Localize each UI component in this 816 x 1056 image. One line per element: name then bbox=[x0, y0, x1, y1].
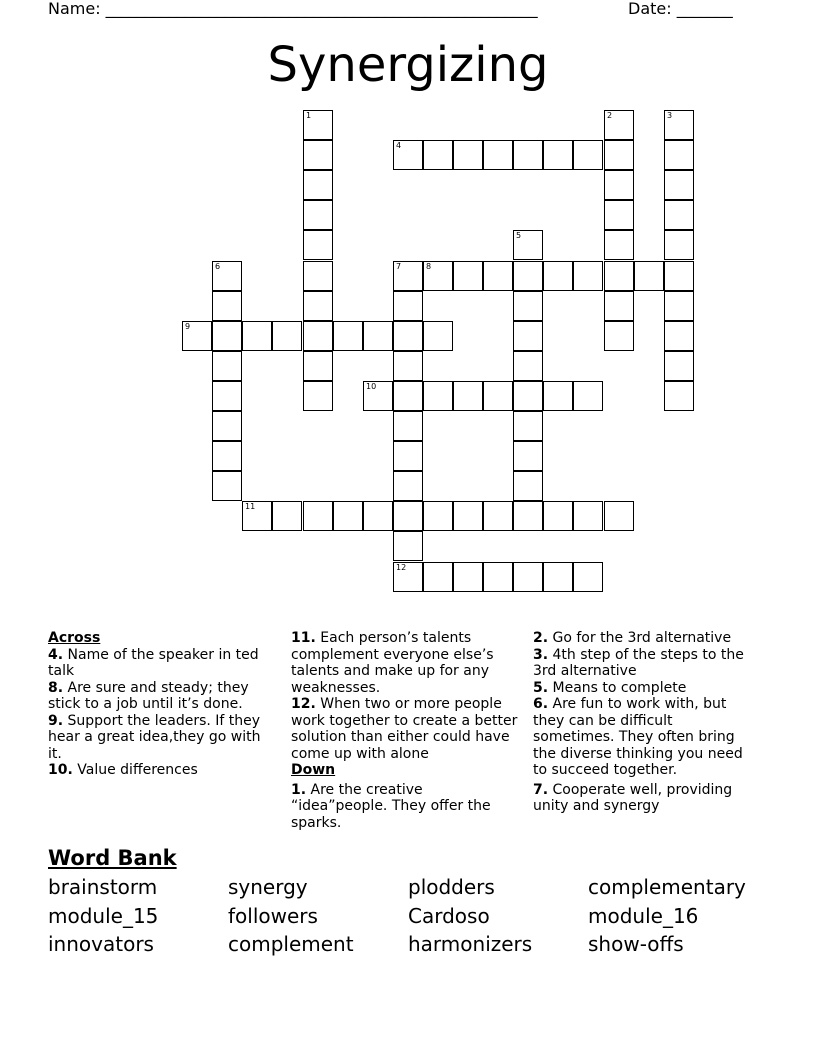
clue-down-5: 5. Means to complete bbox=[533, 679, 687, 696]
crossword-cell[interactable] bbox=[573, 140, 603, 170]
crossword-cell[interactable] bbox=[242, 321, 272, 351]
clue-number: 1 bbox=[306, 111, 312, 120]
crossword-cell[interactable] bbox=[333, 321, 363, 351]
crossword-cell[interactable] bbox=[483, 261, 513, 291]
word-bank-item: brainstorm bbox=[48, 875, 158, 899]
crossword-cell[interactable] bbox=[423, 261, 453, 291]
crossword-cell[interactable] bbox=[513, 140, 543, 170]
crossword-cell[interactable] bbox=[604, 110, 634, 140]
crossword-cell[interactable] bbox=[573, 501, 603, 531]
crossword-cell[interactable] bbox=[242, 501, 272, 531]
crossword-cell[interactable] bbox=[333, 501, 363, 531]
clue-across-4: 4. Name of the speaker in ted talk bbox=[48, 646, 259, 679]
crossword-cell[interactable] bbox=[604, 261, 634, 291]
crossword-cell[interactable] bbox=[393, 291, 423, 321]
crossword-cell[interactable] bbox=[303, 140, 333, 170]
crossword-cell[interactable] bbox=[393, 411, 423, 441]
clue-across-9: 9. Support the leaders. If they hear a great idea,they go with it. bbox=[48, 712, 261, 762]
crossword-cell[interactable] bbox=[393, 531, 423, 561]
crossword-cell[interactable] bbox=[303, 501, 333, 531]
crossword-cell[interactable] bbox=[393, 351, 423, 381]
clue-number: 6 bbox=[215, 262, 221, 271]
crossword-cell[interactable] bbox=[573, 261, 603, 291]
crossword-cell[interactable] bbox=[423, 381, 453, 411]
word-bank-item: complement bbox=[228, 932, 354, 956]
crossword-cell[interactable] bbox=[212, 351, 242, 381]
crossword-cell[interactable] bbox=[543, 140, 573, 170]
crossword-cell[interactable] bbox=[543, 562, 573, 592]
crossword-cell[interactable] bbox=[423, 140, 453, 170]
clue-column-3 bbox=[533, 630, 758, 815]
word-bank bbox=[48, 873, 768, 959]
crossword-cell[interactable] bbox=[664, 110, 694, 140]
crossword-cell[interactable] bbox=[363, 321, 393, 351]
crossword-cell[interactable] bbox=[513, 381, 543, 411]
crossword-cell[interactable] bbox=[543, 501, 573, 531]
crossword-cell[interactable] bbox=[453, 381, 483, 411]
clue-number: 4 bbox=[396, 141, 402, 150]
crossword-cell[interactable] bbox=[212, 471, 242, 501]
crossword-cell[interactable] bbox=[393, 140, 423, 170]
clue-number: 8 bbox=[426, 262, 432, 271]
crossword-cell[interactable] bbox=[634, 261, 664, 291]
crossword-cell[interactable] bbox=[363, 381, 393, 411]
crossword-cell[interactable] bbox=[513, 441, 543, 471]
word-bank-item: innovators bbox=[48, 932, 154, 956]
crossword-cell[interactable] bbox=[303, 351, 333, 381]
crossword-cell[interactable] bbox=[212, 261, 242, 291]
crossword-cell[interactable] bbox=[573, 562, 603, 592]
crossword-cell[interactable] bbox=[513, 562, 543, 592]
crossword-cell[interactable] bbox=[483, 381, 513, 411]
crossword-cell[interactable] bbox=[303, 381, 333, 411]
clue-down-6: 6. Are fun to work with, but they can be difficult sometimes. They often bring the diverse thinking you need to succeed together. bbox=[533, 696, 743, 778]
crossword-cell[interactable] bbox=[212, 381, 242, 411]
crossword-cell[interactable] bbox=[212, 411, 242, 441]
crossword-cell[interactable] bbox=[393, 441, 423, 471]
crossword-cell[interactable] bbox=[453, 562, 483, 592]
crossword-cell[interactable] bbox=[453, 261, 483, 291]
crossword-cell[interactable] bbox=[513, 291, 543, 321]
across-heading: Across bbox=[48, 630, 101, 646]
crossword-cell[interactable] bbox=[483, 140, 513, 170]
clue-number: 3 bbox=[667, 111, 673, 120]
crossword-cell[interactable] bbox=[573, 381, 603, 411]
clue-column-2 bbox=[291, 630, 523, 831]
crossword-cell[interactable] bbox=[664, 140, 694, 170]
word-bank-item: complementary bbox=[588, 875, 746, 899]
crossword-cell[interactable] bbox=[393, 501, 423, 531]
down-heading: Down bbox=[291, 762, 336, 778]
crossword-cell[interactable] bbox=[513, 230, 543, 260]
clue-number: 11 bbox=[245, 502, 256, 511]
crossword-cell[interactable] bbox=[513, 501, 543, 531]
clue-column-1 bbox=[48, 630, 278, 779]
crossword-cell[interactable] bbox=[393, 471, 423, 501]
crossword-cell[interactable] bbox=[212, 291, 242, 321]
crossword-cell[interactable] bbox=[363, 501, 393, 531]
word-bank-item: followers bbox=[228, 903, 318, 928]
crossword-cell[interactable] bbox=[513, 471, 543, 501]
clue-across-11: 11. Each person’s talents complement everyone else’s talents and make up for any weaknesses. bbox=[291, 630, 494, 696]
crossword-cell[interactable] bbox=[303, 230, 333, 260]
crossword-cell[interactable] bbox=[453, 501, 483, 531]
clue-down-1: 1. Are the creative “idea”people. They offer the sparks. bbox=[291, 781, 491, 831]
clue-across-12: 12. When two or more people work together to create a better solution than either could have come up with alone bbox=[291, 696, 518, 762]
crossword-cell[interactable] bbox=[604, 230, 634, 260]
crossword-cell[interactable] bbox=[423, 501, 453, 531]
clue-number: 7 bbox=[396, 262, 402, 271]
crossword-cell[interactable] bbox=[604, 200, 634, 230]
page-title: Synergizing bbox=[267, 37, 549, 93]
crossword-cell[interactable] bbox=[664, 351, 694, 381]
crossword-cell[interactable] bbox=[604, 501, 634, 531]
crossword-cell[interactable] bbox=[604, 170, 634, 200]
word-bank-item: show-offs bbox=[588, 932, 684, 956]
crossword-cell[interactable] bbox=[543, 381, 573, 411]
crossword-cell[interactable] bbox=[483, 562, 513, 592]
crossword-cell[interactable] bbox=[513, 261, 543, 291]
crossword-cell[interactable] bbox=[664, 321, 694, 351]
crossword-cell[interactable] bbox=[393, 261, 423, 291]
crossword-cell[interactable] bbox=[272, 501, 302, 531]
crossword-cell[interactable] bbox=[453, 140, 483, 170]
word-bank-item: synergy bbox=[228, 875, 308, 899]
date-field-label: Date: _______ bbox=[628, 0, 733, 18]
crossword-cell[interactable] bbox=[303, 170, 333, 200]
crossword-cell[interactable] bbox=[513, 411, 543, 441]
crossword-cell[interactable] bbox=[303, 200, 333, 230]
crossword-cell[interactable] bbox=[212, 321, 242, 351]
crossword-cell[interactable] bbox=[303, 261, 333, 291]
crossword-cell[interactable] bbox=[272, 321, 302, 351]
crossword-cell[interactable] bbox=[513, 351, 543, 381]
crossword-cell[interactable] bbox=[303, 291, 333, 321]
word-bank-item: Cardoso bbox=[408, 903, 490, 928]
crossword-cell[interactable] bbox=[423, 562, 453, 592]
clue-number: 2 bbox=[607, 111, 613, 120]
crossword-cell[interactable] bbox=[664, 381, 694, 411]
clue-down-3: 3. 4th step of the steps to the 3rd alternative bbox=[533, 646, 744, 679]
crossword-cell[interactable] bbox=[664, 200, 694, 230]
clue-number: 10 bbox=[366, 382, 377, 391]
crossword-cell[interactable] bbox=[423, 321, 453, 351]
crossword-cell[interactable] bbox=[664, 170, 694, 200]
crossword-cell[interactable] bbox=[212, 441, 242, 471]
crossword-cell[interactable] bbox=[543, 261, 573, 291]
crossword-cell[interactable] bbox=[513, 321, 543, 351]
crossword-cell[interactable] bbox=[604, 321, 634, 351]
clue-number: 5 bbox=[516, 231, 522, 240]
word-bank-title: Word Bank bbox=[48, 846, 177, 870]
name-field-label: Name: ______________________________________________________ bbox=[48, 0, 538, 18]
crossword-cell[interactable] bbox=[483, 501, 513, 531]
crossword-cell[interactable] bbox=[604, 291, 634, 321]
crossword-cell[interactable] bbox=[393, 321, 423, 351]
clue-number: 9 bbox=[185, 322, 191, 331]
crossword-cell[interactable] bbox=[303, 321, 333, 351]
word-bank-item: module_16 bbox=[588, 903, 699, 928]
clue-down-2: 2. Go for the 3rd alternative bbox=[533, 630, 732, 646]
crossword-cell[interactable] bbox=[393, 562, 423, 592]
crossword-cell[interactable] bbox=[664, 291, 694, 321]
word-bank-item: module_15 bbox=[48, 903, 159, 928]
clue-number: 12 bbox=[396, 563, 407, 572]
crossword-cell[interactable] bbox=[604, 140, 634, 170]
clue-across-8: 8. Are sure and steady; they stick to a job until it’s done. bbox=[48, 679, 249, 712]
word-bank-item: plodders bbox=[408, 875, 495, 899]
clue-down-7: 7. Cooperate well, providing unity and synergy bbox=[533, 781, 733, 814]
word-bank-item: harmonizers bbox=[408, 932, 533, 956]
crossword-cell[interactable] bbox=[303, 110, 333, 140]
crossword-cell[interactable] bbox=[182, 321, 212, 351]
crossword-cell[interactable] bbox=[393, 381, 423, 411]
clue-across-10: 10. Value differences bbox=[48, 762, 198, 778]
crossword-cell[interactable] bbox=[664, 230, 694, 260]
crossword-cell[interactable] bbox=[664, 261, 694, 291]
